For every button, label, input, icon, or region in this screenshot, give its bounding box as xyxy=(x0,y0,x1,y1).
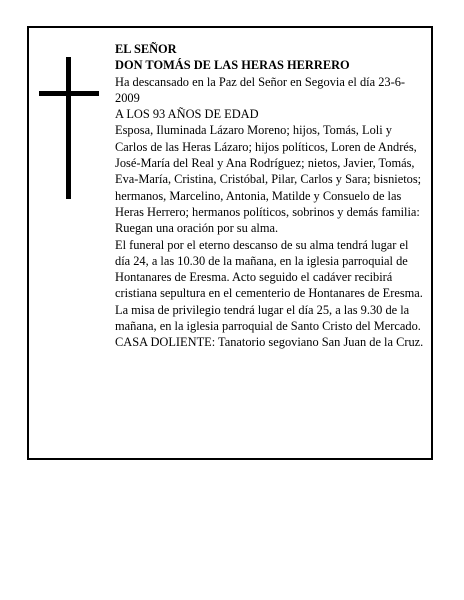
age-line: A LOS 93 AÑOS DE EDAD xyxy=(115,107,259,122)
funeral-details: El funeral por el eterno descanso de su alma tendrá lugar el día 24, a las 10.30 de la mañana, en la iglesia parroquial de Hontanares de Eresma. Acto seguido el cadáver recibirá cristiana sepultura en el cementerio de Hontanares de Eresma. La misa de privilegio tendrá lugar el día 25, a las 9.30 de la mañana, en la iglesia parroquial de Santo Cristo del Mercado. xyxy=(115,237,423,334)
cross-icon xyxy=(39,57,99,199)
deceased-name: DON TOMÁS DE LAS HERAS HERRERO xyxy=(115,58,350,73)
death-info: Ha descansado en la Paz del Señor en Segovia el día 23-6-2009 xyxy=(115,74,406,105)
family-list: Esposa, Iluminada Lázaro Moreno; hijos, Tomás, Loli y Carlos de las Heras Lázaro; hijos políticos, Loren de Andrés, José-María del Real y Ana Rodríguez; nietos, Javier, Tomás, Eva-María, Cristina, Cristóbal, Pilar, Carlos y Sara; bisnietos; hermanos, Marcelino, Antonia, Matilde y Consuelo de las Heras Herrero; hermanos políticos, sobrinos y demás familia: xyxy=(115,123,422,219)
obituary-notice xyxy=(27,26,433,460)
obituary-text xyxy=(115,41,425,351)
title-line-1: EL SEÑOR xyxy=(115,42,177,56)
prayer-request: Ruegan una oración por su alma. xyxy=(115,221,279,236)
mourning-house: CASA DOLIENTE: Tanatorio segoviano San Juan de la Cruz. xyxy=(115,335,424,350)
